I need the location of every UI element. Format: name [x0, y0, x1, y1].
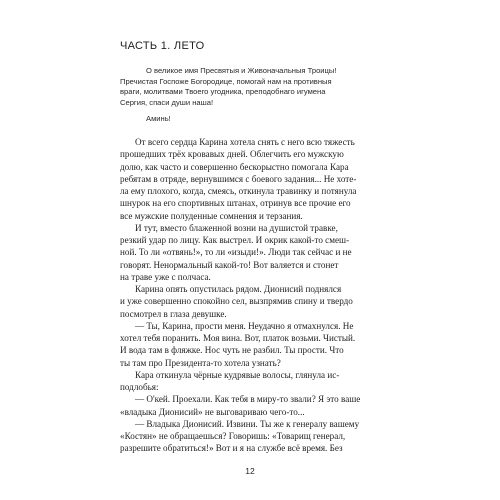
text-line: Карина опять опустилась рядом. Дионисий поднялся	[135, 284, 342, 294]
chapter-title: ЧАСТЬ 1. ЛЕТО	[120, 40, 205, 52]
text-line: на траве уже с полчаса.	[120, 271, 211, 282]
text-line: «владыка Дионисий» не выговариваю чего-то...	[120, 406, 305, 417]
text-line: ребятам в отряде, вернувшимся с боевого задания... Не хоте-	[120, 173, 357, 184]
text-line: Кара откинула чёрные кудрявые волосы, глянула ис-	[135, 369, 340, 380]
prayer-line: враги, молитвами Твоего угодника, преподобнаго игумена	[120, 87, 326, 97]
text-line: ла ему плохого, когда, смеясь, откинула травинку и потянула	[120, 186, 357, 196]
text-line: ной. То ли «отвянь!», то ли «изыди!». Люди так сейчас и не	[120, 247, 352, 258]
text-line: От всего сердца Карина хотела снять с него всю тяжесть	[135, 137, 355, 147]
text-line: и уже совершенно спокойно сел, вызпрямив спину и твердо	[120, 296, 353, 307]
prayer-line: О великое имя Пресвятыя и Живоначальныя Троицы!	[146, 66, 337, 75]
prayer-line: Сергия, спаси души наша!	[120, 97, 214, 107]
text-line: посмотрел в глаза девушке.	[120, 308, 227, 319]
text-line: И тут, вместо блаженной возни на душистой травке,	[135, 222, 338, 233]
prayer-line: Пречистая Госпоже Богородице, помогай нам на противныя	[120, 76, 332, 86]
text-line: все мужские полуденные сомнения и терзания.	[120, 210, 303, 221]
text-line: И вода там в фляжке. Нос чуть не разбил. Ты прости. Что	[120, 345, 344, 356]
text-line: говорят. Ненормальный какой-то! Вот валяется и стонет	[120, 259, 339, 270]
text-line: резкий удар по лицу. Как выстрел. И окрик какой-то смеш-	[120, 235, 350, 245]
text-line: прошедших трёх кровавых дней. Облегчить его мужскую	[120, 149, 344, 160]
page-number: 12	[245, 466, 255, 476]
text-line: «Костян» не обращаешься? Говоришь: «Товарищ генерал,	[120, 431, 346, 441]
text-line: разрешите обратиться!» Вот и я на службе всё время. Без	[120, 443, 343, 454]
text-line: шнурок на его спортивных штанах, отринув все прочие его	[120, 198, 351, 209]
text-line: — Ты, Карина, прости меня. Неудачно я отмахнулся. Не	[135, 320, 354, 331]
text-line: — О'кей. Проехали. Как тебя в миру-то звали? Я это ваше	[135, 394, 361, 405]
text-line: хотел тебя поранить. Моя вина. Вот, платок возьми. Чистый.	[120, 333, 356, 343]
body-text	[120, 136, 382, 455]
prayer-amen: Аминь!	[146, 114, 171, 124]
text-line: — Владыка Дионисий. Извини. Ты же к генералу вашему	[135, 418, 360, 429]
text-line: долю, как часто и совершенно бескорыстно помогала Кара	[120, 161, 349, 172]
text-line: ты там про Президента-то хотела узнать?	[120, 357, 281, 368]
text-line: подлобья:	[120, 382, 159, 392]
epigraph-prayer	[120, 66, 382, 125]
